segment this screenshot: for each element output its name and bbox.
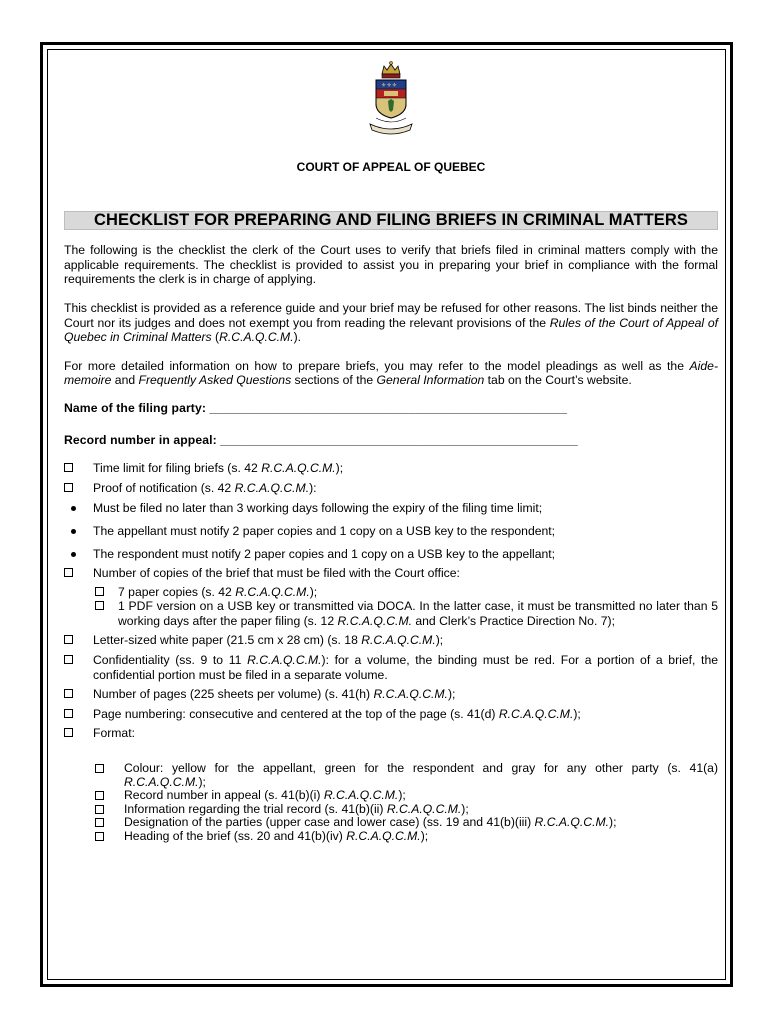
check-item-proof — [64, 481, 718, 561]
intro-p3-text: sections of the — [291, 373, 377, 388]
sub-item-label: and Clerk’s Practice Direction No. 7); — [411, 613, 615, 628]
checkbox-icon[interactable] — [64, 728, 73, 737]
check-item-label: Page numbering: consecutive and centered at the top of the page (s. 41(d) — [93, 706, 499, 721]
sub-item-heading — [93, 830, 718, 844]
checkbox-icon[interactable] — [64, 689, 73, 698]
check-item-format — [64, 726, 718, 843]
checklist — [64, 461, 718, 843]
bullet-item — [64, 524, 718, 539]
rules-abbr: R.C.A.Q.C.M. — [234, 480, 310, 495]
check-item-label: Letter-sized white paper (21.5 cm x 28 cm) (s. 18 — [93, 633, 362, 648]
sub-item-trial-record — [93, 803, 718, 817]
proof-bullets — [64, 501, 718, 561]
sub-item-label: Information regarding the trial record (s. 41(b)(ii) — [124, 801, 387, 816]
rules-title: Rules of the Court of Appeal of Quebec in Criminal Matters — [64, 315, 718, 345]
checkbox-icon[interactable] — [95, 764, 104, 773]
check-item-label: Number of pages (225 sheets per volume) (s. 41(h) — [93, 687, 374, 702]
check-item-label: ): for a volume, the binding must be red. For a portion of a brief, the confidential portion must be filed in a separate volume. — [93, 653, 718, 682]
check-item-label: ); — [335, 461, 344, 476]
sub-item-label: ); — [309, 584, 318, 599]
rules-abbr: R.C.A.Q.C.M. — [386, 801, 462, 816]
faq-ref: Frequently Asked Questions — [138, 373, 292, 388]
check-item-label: Confidentiality (ss. 9 to 11 — [93, 653, 248, 668]
check-item-paper — [64, 633, 718, 648]
rules-abbr: R.C.A.Q.C.M. — [373, 687, 448, 702]
bullet-icon — [71, 552, 76, 557]
sub-item-pdf-version — [93, 599, 718, 628]
bullet-text: The respondent must notify 2 paper copies and 1 copy on a USB key to the appellant; — [93, 546, 556, 561]
checkbox-icon[interactable] — [64, 709, 73, 718]
filing-party-field[interactable]: Name of the filing party: ____________________________________________________ — [64, 400, 568, 415]
check-item-label: Number of copies of the brief that must be filed with the Court office: — [93, 566, 460, 581]
intro-paragraph-2 — [64, 301, 718, 345]
rules-abbr: R.C.A.Q.C.M. — [346, 829, 421, 843]
bullet-text: The appellant must notify 2 paper copies and 1 copy on a USB key to the respondent; — [93, 523, 556, 538]
intro-p2-text: ( — [211, 330, 220, 345]
rules-abbr: R.C.A.Q.C.M. — [247, 653, 322, 668]
rules-abbr: R.C.A.Q.C.M. — [219, 330, 294, 345]
checkbox-icon[interactable] — [95, 805, 104, 814]
checkbox-icon[interactable] — [95, 601, 104, 610]
rules-abbr: R.C.A.Q.C.M. — [323, 788, 399, 803]
check-item-pages — [64, 687, 718, 702]
rules-abbr: R.C.A.Q.C.M. — [235, 584, 310, 599]
court-name: COURT OF APPEAL OF QUEBEC — [296, 160, 486, 174]
copies-sublist — [93, 585, 718, 629]
check-item-label: ); — [573, 706, 581, 721]
sub-item-label: ); — [461, 801, 469, 816]
general-info-ref: General Information — [376, 373, 485, 388]
checkbox-icon[interactable] — [64, 483, 73, 492]
checkbox-icon[interactable] — [95, 818, 104, 827]
rules-abbr: R.C.A.Q.C.M. — [124, 774, 199, 789]
intro-p3-text: For more detailed information on how to prepare briefs, you may refer to the model pleadings as well as the — [64, 358, 690, 373]
check-item-label: ); — [435, 633, 444, 648]
rules-abbr: R.C.A.Q.C.M. — [261, 461, 336, 476]
sub-item-label: Designation of the parties (upper case and lower case) (ss. 19 and 41(b)(iii) — [124, 815, 535, 830]
checkbox-icon[interactable] — [64, 635, 73, 644]
sub-item-label: 1 PDF version on a USB key or transmitted via DOCA. In the latter case, it must be transmitted no later than 5 working days after the paper filing (s. 12 — [118, 599, 718, 628]
sub-item-record-number — [93, 789, 718, 803]
intro-p2-text: This checklist is provided as a reference guide and your brief may be refused for other reasons. The list binds neither the Court nor its judges and does not exempt you from reading the relevant provisions of the — [64, 300, 718, 330]
sub-item-label: ); — [609, 815, 617, 830]
checkbox-icon[interactable] — [64, 568, 73, 577]
format-sublist — [93, 762, 718, 844]
bullet-icon — [71, 529, 76, 534]
record-number-field[interactable]: Record number in appeal: ____________________________________________________ — [64, 432, 578, 447]
rules-abbr: R.C.A.Q.C.M. — [534, 815, 610, 830]
sub-item-label: 7 paper copies (s. 42 — [118, 584, 236, 599]
check-item-time-limit — [64, 461, 718, 476]
checkbox-icon[interactable] — [64, 463, 73, 472]
check-item-label: ): — [309, 480, 317, 495]
checkbox-icon[interactable] — [95, 587, 104, 596]
rules-abbr: R.C.A.Q.C.M. — [337, 613, 412, 628]
check-item-label: Format: — [93, 726, 135, 741]
svg-text:⚜⚜⚜: ⚜⚜⚜ — [381, 82, 398, 89]
intro-p3-text: tab on the Court’s website. — [484, 373, 632, 388]
sub-item-label: Record number in appeal (s. 41(b)(i) — [124, 788, 324, 803]
bullet-text: Must be filed no later than 3 working days following the expiry of the filing time limit; — [93, 501, 543, 516]
quebec-coat-of-arms-icon — [362, 60, 420, 138]
sub-item-paper-copies — [93, 585, 718, 600]
bullet-icon — [71, 506, 76, 511]
bullet-item — [64, 547, 718, 562]
page-title: CHECKLIST FOR PREPARING AND FILING BRIEFS IN CRIMINAL MATTERS — [64, 211, 718, 231]
check-item-label: Proof of notification (s. 42 — [93, 480, 235, 495]
check-item-numbering — [64, 707, 718, 722]
document-body — [64, 60, 718, 849]
sub-item-label: ); — [398, 788, 406, 803]
check-item-confidentiality — [64, 653, 718, 682]
sub-item-parties — [93, 816, 718, 830]
check-item-label: Time limit for filing briefs (s. 42 — [93, 461, 262, 476]
sub-item-colour — [93, 762, 718, 789]
checkbox-icon[interactable] — [95, 791, 104, 800]
aide-memoire-ref: Aide-memoire — [64, 358, 718, 388]
check-item-label: ); — [447, 687, 456, 702]
sub-item-label: ); — [420, 829, 429, 843]
checkbox-icon[interactable] — [64, 655, 73, 664]
sub-item-label: Heading of the brief (ss. 20 and 41(b)(iv) — [124, 829, 347, 843]
intro-p2-text: ). — [293, 330, 302, 345]
sub-item-label: ); — [198, 774, 206, 789]
check-item-copies — [64, 566, 718, 628]
intro-paragraph-1: The following is the checklist the clerk of the Court uses to verify that briefs filed in criminal matters comply with the applicable requirements. The checklist is provided to assist you in preparing your brief in compliance with the formal requirements the clerk is in charge of applying. — [64, 243, 718, 287]
bullet-item — [64, 501, 718, 516]
intro-paragraph-3 — [64, 359, 718, 388]
rules-abbr: R.C.A.Q.C.M. — [361, 633, 436, 648]
intro-p3-text: and — [111, 373, 139, 388]
rules-abbr: R.C.A.Q.C.M. — [498, 706, 574, 721]
checkbox-icon[interactable] — [95, 832, 104, 841]
sub-item-label: Colour: yellow for the appellant, green for the respondent and gray for any other party (s. 41(a) — [124, 761, 718, 776]
